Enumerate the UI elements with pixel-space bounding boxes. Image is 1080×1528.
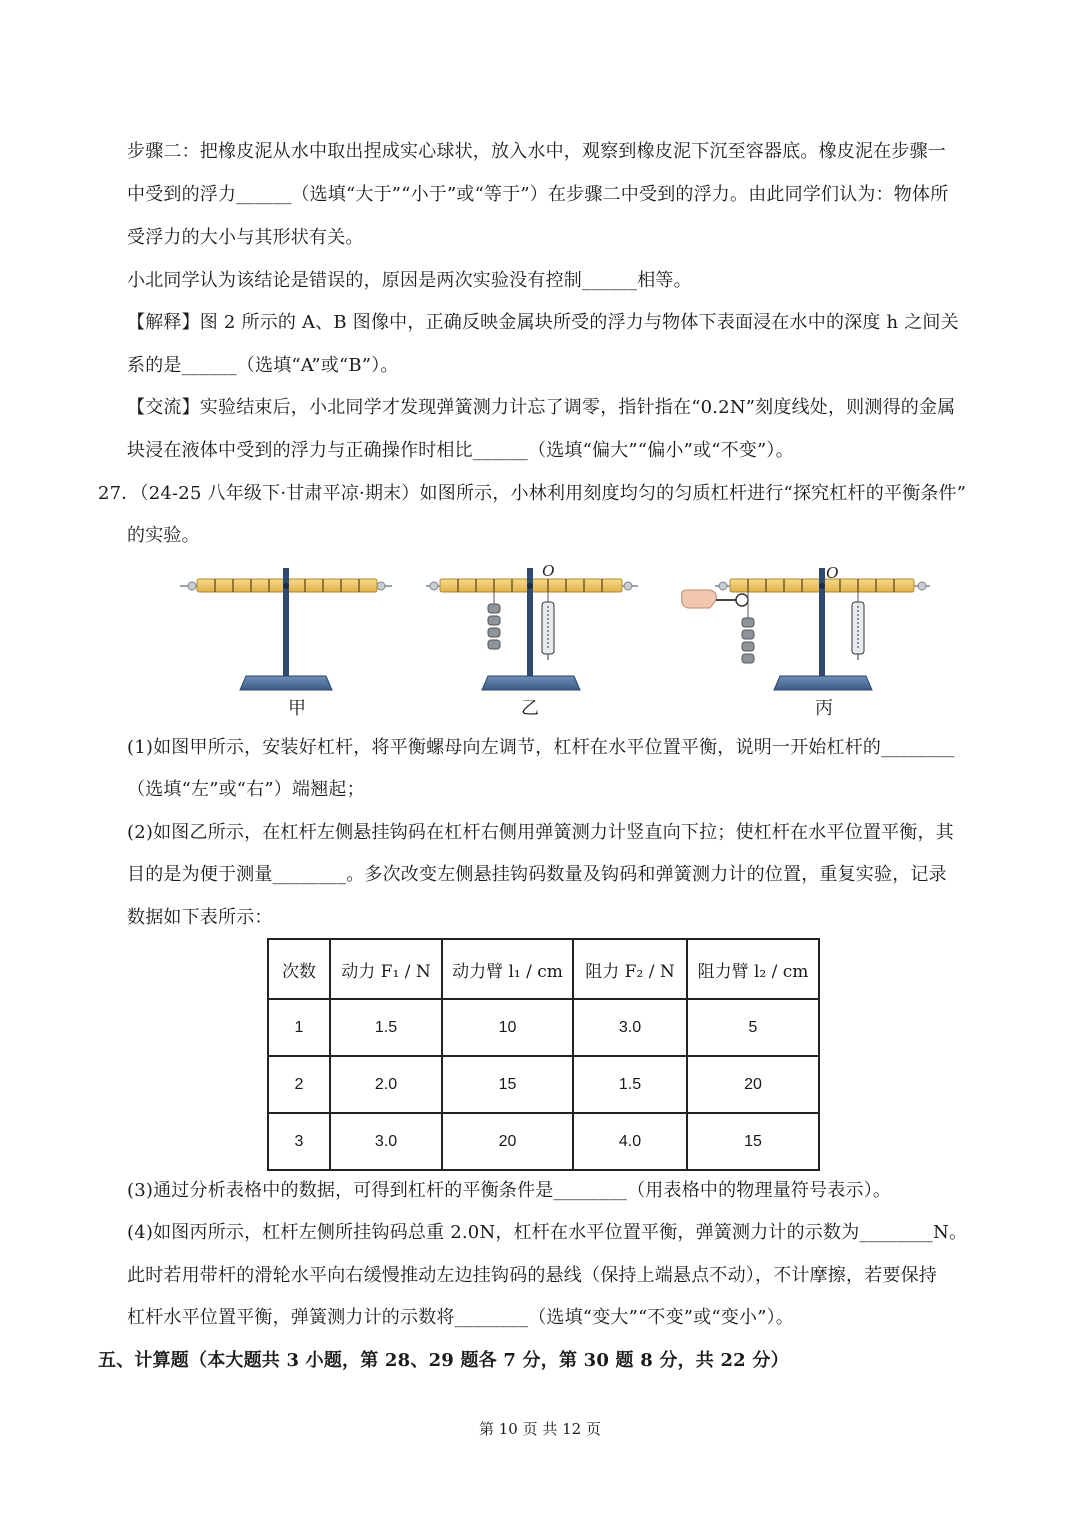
text-line: (3)通过分析表格中的数据，可得到杠杆的平衡条件是________（用表格中的物理量符号表示）。 [127,1180,892,1201]
table-row [268,1056,819,1113]
pivot-label-o: O [826,563,839,582]
table-cell: 20 [687,1056,819,1113]
lever-setup-jia [180,568,392,690]
table-row [268,999,819,1056]
page-footer: 第 10 页 共 12 页 [478,1420,601,1438]
text-line: 目的是为便于测量________。多次改变左侧悬挂钩码数量及钩码和弹簧测力计的位置，重复实验，记录 [127,864,947,885]
lever-setup-bing [682,563,930,690]
table-header: 阻力臂 l₂ / cm [687,939,819,999]
question-27-title: 27．（24-25 八年级下·甘肃平凉·期末）如图所示，小林利用刻度均匀的匀质杠杆进行“探究杠杆的平衡条件” [98,483,967,504]
text-line: (1)如图甲所示，安装好杠杆，将平衡螺母向左调节，杠杆在水平位置平衡，说明一开始杠杆的________ [127,737,955,758]
table-cell: 15 [687,1113,819,1170]
text-line: (2)如图乙所示，在杠杆左侧悬挂钩码在杠杆右侧用弹簧测力计竖直向下拉；使杠杆在水平位置平衡，其 [127,822,954,843]
table-cell: 15 [442,1056,573,1113]
text-line: 数据如下表所示： [127,907,273,928]
text-line: 中受到的浮力______（选填“大于”“小于”或“等于”）在步骤二中受到的浮力。由此同学们认为：物体所 [127,184,949,205]
data-table [267,938,820,1171]
table-cell: 3.0 [573,999,687,1056]
text-line: 块浸在液体中受到的浮力与正确操作时相比______（选填“偏大”“偏小”或“不变”）。 [127,440,794,461]
table-cell: 10 [442,999,573,1056]
text-line: 步骤二：把橡皮泥从水中取出捏成实心球状，放入水中，观察到橡皮泥下沉至容器底。橡皮泥在步骤一 [127,141,946,162]
table-header-row [268,939,819,999]
text-line: （选填“左”或“右”）端翘起； [127,779,365,800]
table-cell: 3 [268,1113,330,1170]
text-line: 小北同学认为该结论是错误的，原因是两次实验没有控制______相等。 [127,270,692,291]
text-line: 【解释】图 2 所示的 A、B 图像中，正确反映金属块所受的浮力与物体下表面浸在水中的深度 h 之间关 [127,312,959,333]
table-header: 阻力 F₂ / N [573,939,687,999]
table-header: 动力 F₁ / N [330,939,442,999]
table-cell: 4.0 [573,1113,687,1170]
table-cell: 3.0 [330,1113,442,1170]
text-line: 杠杆水平位置平衡，弹簧测力计的示数将________（选填“变大”“不变”或“变小”）。 [127,1307,795,1328]
table-cell: 2 [268,1056,330,1113]
caption-bing: 丙 [815,698,833,719]
table-header: 次数 [268,939,330,999]
table-header: 动力臂 l₁ / cm [442,939,573,999]
text-line: 受浮力的大小与其形状有关。 [127,227,364,248]
table-row [268,1113,819,1170]
table-cell: 20 [442,1113,573,1170]
table-cell: 1 [268,999,330,1056]
section-heading: 五、计算题（本大题共 3 小题，第 28、29 题各 7 分，第 30 题 8 分，共 22 分） [98,1350,789,1371]
text-line: 的实验。 [127,525,200,546]
pivot-label-o: O [542,561,555,580]
text-line: (4)如图丙所示，杠杆左侧所挂钩码总重 2.0N，杠杆在水平位置平衡，弹簧测力计的示数为________N。 [127,1222,968,1243]
table-cell: 2.0 [330,1056,442,1113]
table-cell: 5 [687,999,819,1056]
caption-jia: 甲 [288,698,306,719]
table-cell: 1.5 [330,999,442,1056]
caption-yi: 乙 [521,698,539,719]
text-line: 【交流】实验结束后，小北同学才发现弹簧测力计忘了调零，指针指在“0.2N”刻度线处，则测得的金属 [127,397,956,418]
lever-setup-yi [426,561,638,690]
table-cell: 1.5 [573,1056,687,1113]
text-line: 系的是______（选填“A”或“B”）。 [127,355,399,376]
text-line: 此时若用带杆的滑轮水平向右缓慢推动左边挂钩码的悬线（保持上端悬点不动），不计摩擦，若要保持 [127,1265,937,1286]
